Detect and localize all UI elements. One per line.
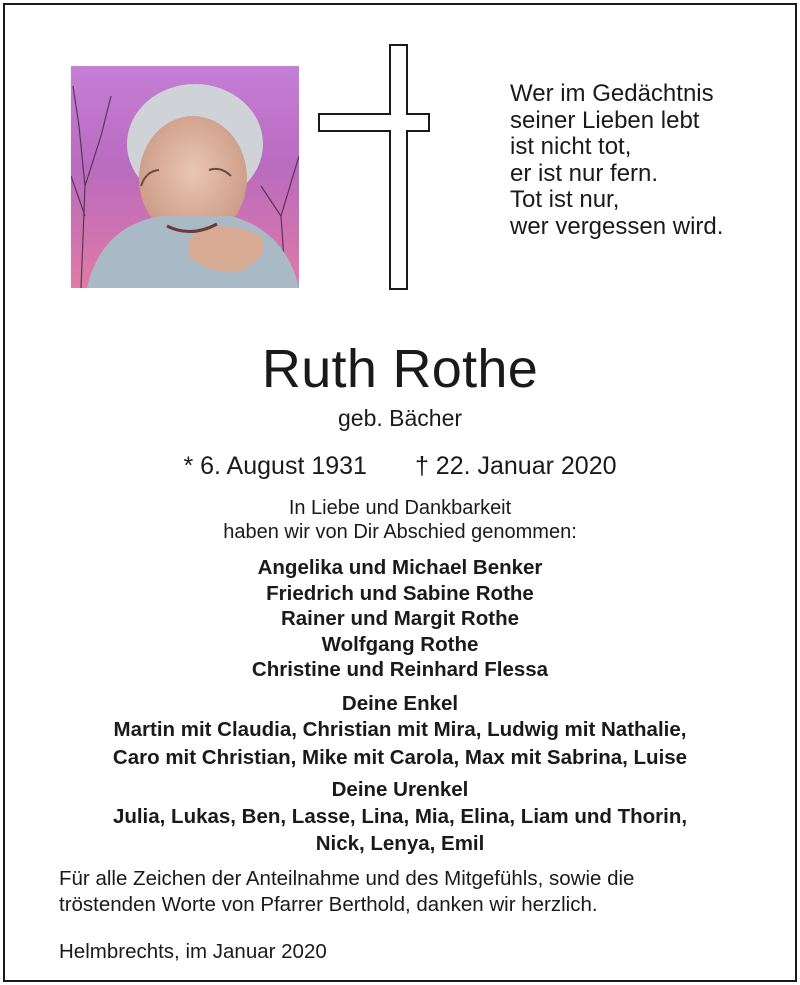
grandchildren-title: Deine Enkel bbox=[341, 692, 459, 715]
farewell-intro bbox=[0, 496, 800, 544]
thanks-text bbox=[59, 866, 789, 917]
portrait-photo-icon bbox=[71, 66, 299, 288]
family-member: Wolfgang Rothe bbox=[321, 632, 479, 656]
poem-line: wer vergessen wird. bbox=[510, 212, 724, 240]
death-date: † 22. Januar 2020 bbox=[414, 452, 617, 480]
family-member: Friedrich und Sabine Rothe bbox=[266, 581, 534, 605]
grandchildren-list bbox=[0, 716, 800, 772]
portrait-photo bbox=[71, 66, 299, 288]
thanks-line: tröstenden Worte von Pfarrer Berthold, danken wir herzlich. bbox=[59, 892, 598, 916]
family-member: Christine und Reinhard Flessa bbox=[251, 658, 549, 681]
deceased-name: Ruth Rothe bbox=[261, 339, 539, 399]
great-grandchildren-title: Deine Urenkel bbox=[331, 778, 469, 801]
grandchildren-line: Caro mit Christian, Mike mit Carola, Max mit Sabrina, Luise bbox=[112, 746, 688, 769]
place-and-date: Helmbrechts, im Januar 2020 bbox=[59, 940, 327, 963]
memorial-poem bbox=[510, 81, 780, 240]
poem-line: Wer im Gedächtnis bbox=[510, 80, 714, 107]
birth-name: geb. Bächer bbox=[337, 405, 463, 431]
great-grandchildren-line: Julia, Lukas, Ben, Lasse, Lina, Mia, Elina, Liam und Thorin, bbox=[112, 805, 688, 828]
great-grandchildren-line: Nick, Lenya, Emil bbox=[315, 832, 485, 855]
intro-line: haben wir von Dir Abschied genommen: bbox=[223, 521, 577, 543]
poem-line: er ist nur fern. bbox=[510, 159, 659, 187]
cross-icon bbox=[318, 44, 430, 290]
poem-line: Tot ist nur, bbox=[510, 186, 620, 213]
family-member: Angelika und Michael Benker bbox=[257, 556, 543, 579]
intro-line: In Liebe und Dankbarkeit bbox=[288, 497, 512, 519]
family-member: Rainer und Margit Rothe bbox=[280, 607, 520, 630]
poem-line: ist nicht tot, bbox=[510, 133, 632, 160]
birth-date: * 6. August 1931 bbox=[183, 452, 367, 480]
grandchildren-line: Martin mit Claudia, Christian mit Mira, Ludwig mit Nathalie, bbox=[113, 718, 687, 741]
family-list bbox=[0, 555, 800, 683]
life-dates bbox=[0, 451, 800, 481]
great-grandchildren-list bbox=[0, 803, 800, 857]
thanks-line: Für alle Zeichen der Anteilnahme und des Mitgefühls, sowie die bbox=[59, 867, 635, 890]
poem-line: seiner Lieben lebt bbox=[510, 106, 700, 134]
